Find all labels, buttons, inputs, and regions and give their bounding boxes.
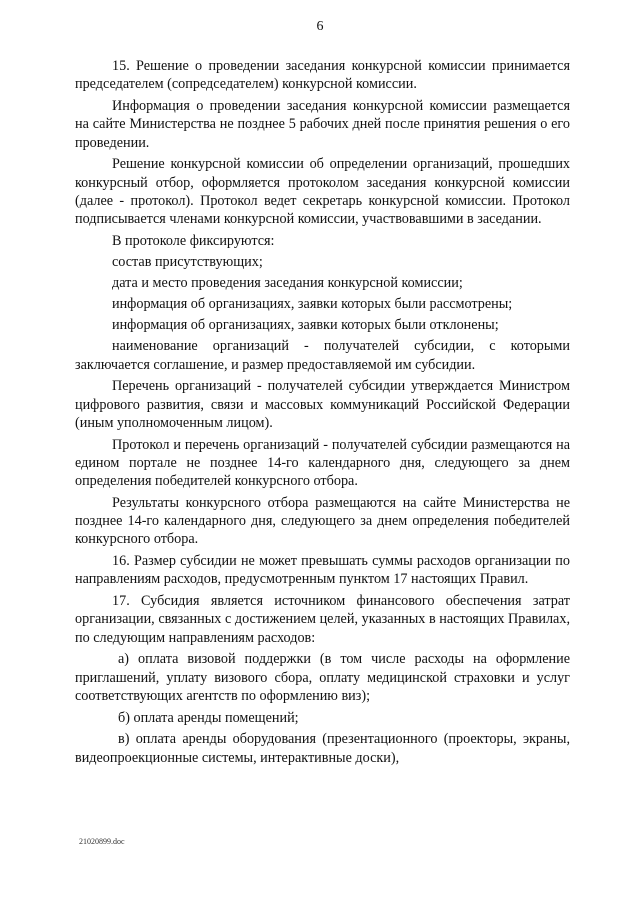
- footer-filename: 21020899.doc: [79, 837, 125, 846]
- list-item-b-premises: б) оплата аренды помещений;: [118, 709, 299, 726]
- paragraph-protocol-records: В протоколе фиксируются:: [112, 232, 275, 249]
- document-body: [75, 57, 570, 770]
- list-item-reviewed: информация об организациях, заявки которых были рассмотрены;: [112, 296, 513, 313]
- paragraph-recipients-list: Перечень организаций - получателей субсидии утверждается Министром цифрового развития, связи и массовых коммуникаций Российской Федерации (иным уполномоченным лицом).: [75, 378, 570, 431]
- list-item-c-equipment: в) оплата аренды оборудования (презентационного (проекторы, экраны, видеопроекционные системы, интерактивные доски),: [75, 731, 570, 766]
- paragraph-16-amount: 16. Размер субсидии не может превышать суммы расходов организации по направлениям расходов, предусмотренным пунктом 17 настоящих Правил.: [75, 553, 570, 588]
- list-item-rejected: информация об организациях, заявки которых были отклонены;: [112, 317, 499, 334]
- list-item-attendees: состав присутствующих;: [112, 253, 263, 270]
- paragraph-protocol: Решение конкурсной комиссии об определении организаций, прошедших конкурсный отбор, оформляется протоколом заседания конкурсной комиссии (далее - протокол). Протокол ведет секретарь конкурсной комиссии. Протокол подписывается членами конкурсной комиссии, участвовавшими в заседании.: [75, 156, 570, 228]
- list-item-recipients: наименование организаций - получателей субсидии, с которыми заключается соглашение, и размер предоставляемой им субсидии.: [75, 338, 570, 373]
- paragraph-17-directions: 17. Субсидия является источником финансового обеспечения затрат организации, связанных с достижением целей, указанных в настоящих Правилах, по следующим направлениям расходов:: [75, 593, 570, 646]
- paragraph-15-decision: 15. Решение о проведении заседания конкурсной комиссии принимается председателем (сопредседателем) конкурсной комиссии.: [75, 58, 570, 93]
- paragraph-publication-portal: Протокол и перечень организаций - получателей субсидии размещаются на едином портале не позднее 14-го календарного дня, следующего за днем определения победителей конкурсного отбора.: [75, 436, 570, 490]
- list-item-a-visa: а) оплата визовой поддержки (в том числе расходы на оформление приглашений, уплату визового сбора, оплату медицинской страховки и услуг соответствующих агентств по оформлению виз);: [75, 651, 570, 704]
- paragraph-meeting-info: Информация о проведении заседания конкурсной комиссии размещается на сайте Министерства не позднее 5 рабочих дней после принятия решения о его проведении.: [75, 97, 570, 151]
- page-number: 6: [316, 19, 324, 34]
- list-item-date-place: дата и место проведения заседания конкурсной комиссии;: [112, 275, 463, 292]
- paragraph-results-publication: Результаты конкурсного отбора размещаются на сайте Министерства не позднее 14-го календарного дня, следующего за днем определения победителей конкурсного отбора.: [75, 494, 570, 548]
